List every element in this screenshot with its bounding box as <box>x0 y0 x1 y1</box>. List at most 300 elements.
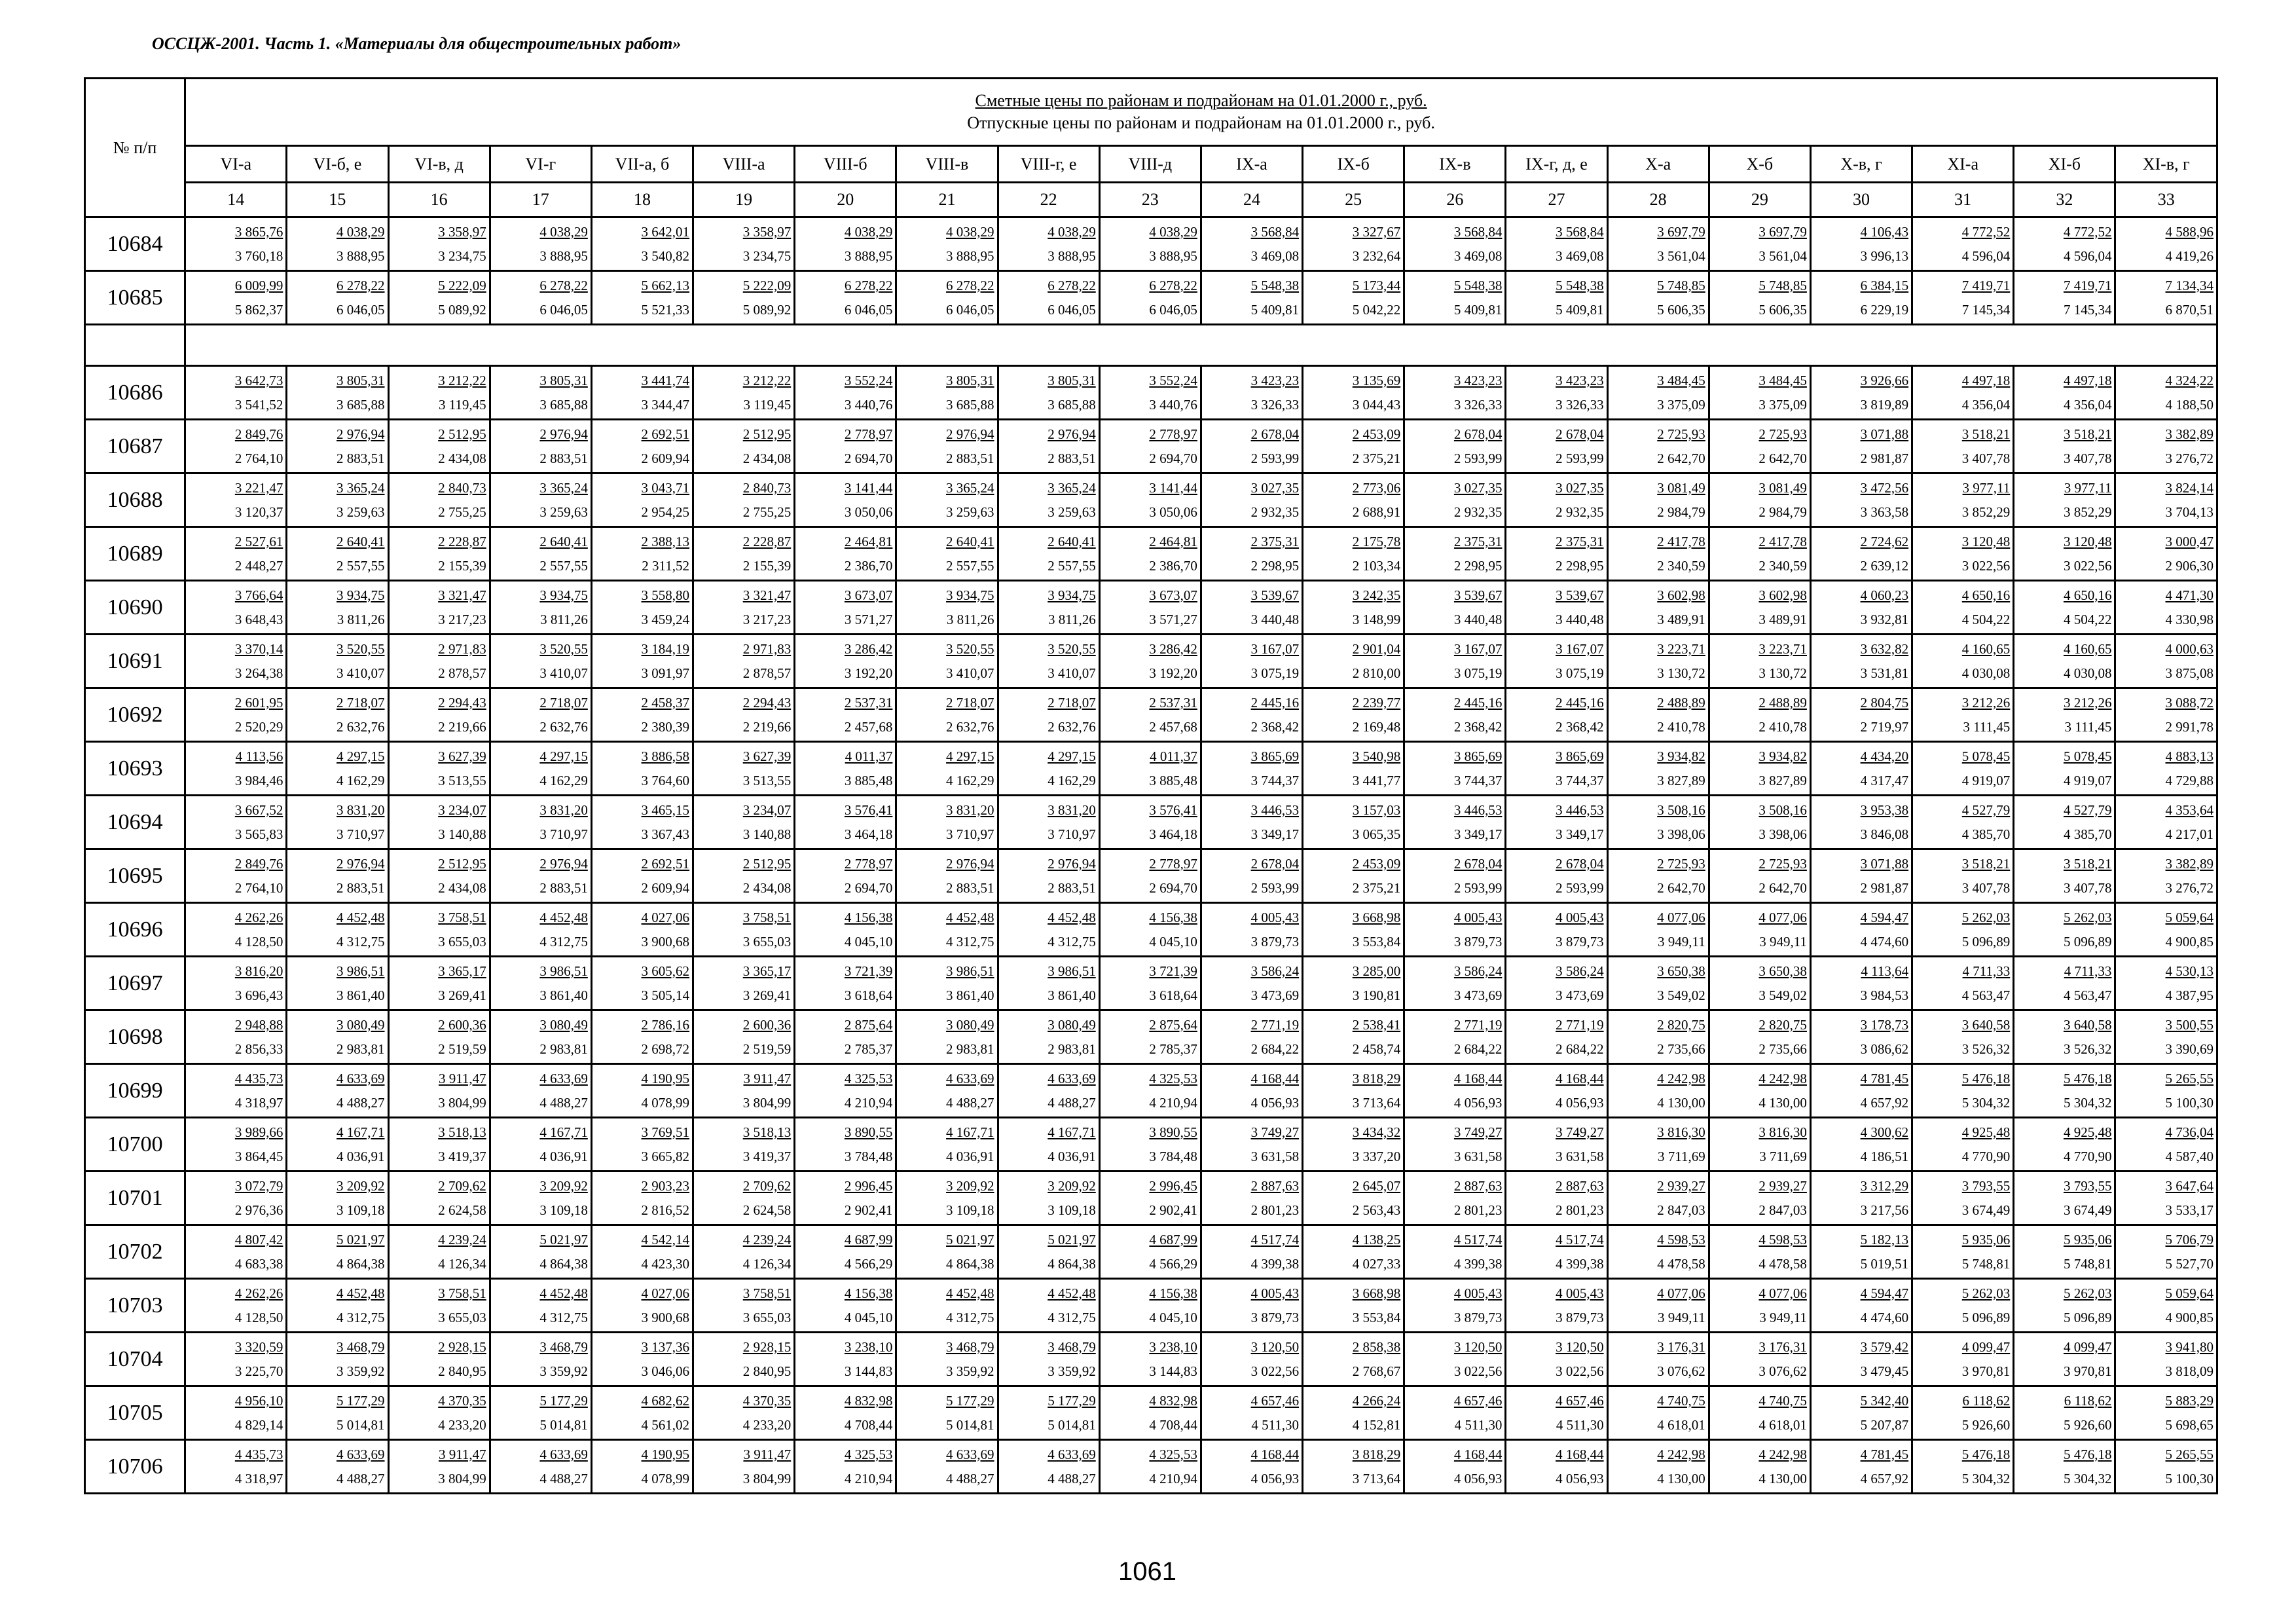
price-cell <box>2115 581 2217 635</box>
wholesale-price: 2 983,81 <box>1048 1041 1096 1057</box>
estimated-price: 2 488,89 <box>1657 694 1705 710</box>
estimated-price: 2 445,16 <box>1556 694 1604 710</box>
estimated-price: 3 212,22 <box>438 372 486 388</box>
price-cell <box>693 742 795 796</box>
estimated-price: 3 911,47 <box>438 1446 486 1462</box>
estimated-price: 3 072,79 <box>234 1177 283 1194</box>
price-cell <box>1709 1225 1810 1279</box>
estimated-price: 3 178,73 <box>1860 1016 1909 1033</box>
estimated-price: 3 667,52 <box>234 802 283 818</box>
column-header-region: VIII-в <box>896 146 998 183</box>
row-code: 10701 <box>85 1172 185 1225</box>
price-cell <box>693 1440 795 1494</box>
price-cell <box>795 217 896 271</box>
price-cell <box>1810 1225 1912 1279</box>
wholesale-price: 2 954,25 <box>641 504 690 520</box>
estimated-price: 3 758,51 <box>742 1285 792 1301</box>
wholesale-price: 4 126,34 <box>742 1255 792 1272</box>
price-cell <box>1506 849 1607 903</box>
wholesale-price: 2 557,55 <box>946 557 994 574</box>
wholesale-price: 3 111,45 <box>2064 718 2112 735</box>
price-cell <box>693 796 795 849</box>
wholesale-price: 3 631,58 <box>1250 1148 1300 1164</box>
wholesale-price: 2 632,76 <box>1048 718 1096 735</box>
estimated-price: 3 320,59 <box>234 1338 283 1355</box>
estimated-price: 4 038,29 <box>946 223 994 240</box>
price-cell <box>998 796 1099 849</box>
wholesale-price: 3 065,35 <box>1352 826 1401 842</box>
estimated-price: 3 441,74 <box>641 372 690 388</box>
table-title-estimated: Сметные цены по районам и подрайонам на 01.01.2000 г., руб. <box>975 91 1427 110</box>
price-cell <box>2014 366 2115 420</box>
price-cell <box>1303 1225 1404 1279</box>
wholesale-price: 3 259,63 <box>539 504 588 520</box>
estimated-price: 3 209,92 <box>946 1177 994 1194</box>
price-cell <box>388 271 490 325</box>
estimated-price: 2 445,16 <box>1453 694 1503 710</box>
estimated-price: 4 000,63 <box>2165 640 2214 657</box>
wholesale-price: 3 540,82 <box>641 248 690 264</box>
estimated-price: 3 285,00 <box>1352 963 1401 979</box>
column-header-region: VII-а, б <box>591 146 693 183</box>
price-cell <box>388 473 490 527</box>
price-cell <box>2014 271 2115 325</box>
estimated-price: 2 458,37 <box>641 694 690 710</box>
price-cell <box>591 796 693 849</box>
estimated-price: 3 423,23 <box>1556 372 1604 388</box>
estimated-price: 4 113,64 <box>1861 963 1909 979</box>
wholesale-price: 3 076,62 <box>1758 1363 1807 1379</box>
estimated-price: 2 512,95 <box>438 426 486 442</box>
wholesale-price: 3 140,88 <box>438 826 486 842</box>
price-cell <box>1709 271 1810 325</box>
price-cell <box>1506 796 1607 849</box>
estimated-price: 4 168,44 <box>1556 1446 1604 1462</box>
wholesale-price: 4 729,88 <box>2165 772 2214 788</box>
price-cell <box>2115 1440 2217 1494</box>
estimated-price: 2 996,45 <box>1149 1177 1197 1194</box>
price-cell <box>388 635 490 688</box>
wholesale-price: 4 488,27 <box>539 1470 588 1486</box>
wholesale-price: 3 949,11 <box>1759 933 1807 950</box>
wholesale-price: 3 410,07 <box>946 665 994 681</box>
table-title <box>185 79 2217 146</box>
estimated-price: 5 222,09 <box>438 277 486 293</box>
price-cell <box>1404 420 1506 473</box>
column-header-region: XI-в, г <box>2115 146 2217 183</box>
price-cell <box>1201 366 1302 420</box>
price-cell <box>287 957 388 1010</box>
estimated-price: 5 177,29 <box>337 1392 385 1409</box>
price-cell <box>1506 1333 1607 1386</box>
wholesale-price: 3 326,33 <box>1556 396 1604 413</box>
price-cell <box>1506 420 1607 473</box>
wholesale-price: 3 764,60 <box>641 772 690 788</box>
wholesale-price: 3 784,48 <box>1149 1148 1197 1164</box>
estimated-price: 3 120,50 <box>1556 1338 1604 1355</box>
wholesale-price: 4 504,22 <box>2063 611 2112 627</box>
column-number: 32 <box>2014 183 2115 217</box>
price-cell <box>490 420 591 473</box>
estimated-price: 4 711,33 <box>1962 963 2011 979</box>
estimated-price: 5 021,97 <box>337 1231 385 1247</box>
price-cell <box>1810 849 1912 903</box>
wholesale-price: 5 304,32 <box>2063 1470 2112 1486</box>
estimated-price: 3 986,51 <box>946 963 994 979</box>
wholesale-price: 2 448,27 <box>234 557 283 574</box>
wholesale-price: 2 984,79 <box>1657 504 1705 520</box>
price-cell <box>1607 903 1709 957</box>
price-cell <box>1201 1118 1302 1172</box>
price-cell <box>591 1225 693 1279</box>
wholesale-price: 3 276,72 <box>2165 450 2214 466</box>
wholesale-price: 5 096,89 <box>1961 933 2011 950</box>
estimated-price: 2 840,73 <box>742 479 792 496</box>
price-cell <box>591 420 693 473</box>
wholesale-price: 2 593,99 <box>1250 879 1300 896</box>
wholesale-price: 3 109,18 <box>946 1202 994 1218</box>
price-cell <box>1709 1010 1810 1064</box>
wholesale-price: 2 840,95 <box>742 1363 792 1379</box>
wholesale-price: 3 665,82 <box>641 1148 690 1164</box>
price-cell <box>1201 217 1302 271</box>
estimated-price: 3 805,31 <box>1048 372 1096 388</box>
price-cell <box>185 527 287 581</box>
estimated-price: 4 772,52 <box>1961 223 2011 240</box>
wholesale-price: 3 526,32 <box>2063 1041 2112 1057</box>
price-cell <box>795 903 896 957</box>
estimated-price: 3 484,45 <box>1758 372 1807 388</box>
wholesale-price: 3 984,46 <box>234 772 283 788</box>
wholesale-price: 2 983,81 <box>946 1041 994 1057</box>
price-cell <box>1506 1279 1607 1333</box>
price-cell <box>1810 1279 1912 1333</box>
estimated-price: 4 300,62 <box>1860 1124 1909 1140</box>
estimated-price: 4 325,53 <box>1149 1070 1197 1086</box>
wholesale-price: 2 698,72 <box>641 1041 690 1057</box>
wholesale-price: 4 919,07 <box>2063 772 2112 788</box>
price-cell <box>1506 1118 1607 1172</box>
separator-row <box>85 325 2217 366</box>
price-cell <box>1912 366 2014 420</box>
table-row <box>85 796 2217 849</box>
wholesale-price: 5 748,81 <box>1961 1255 2011 1272</box>
wholesale-price: 4 210,94 <box>1149 1094 1197 1111</box>
estimated-price: 6 118,62 <box>1962 1392 2011 1409</box>
wholesale-price: 2 883,51 <box>1048 879 1096 896</box>
price-cell <box>896 688 998 742</box>
estimated-price: 3 518,21 <box>2063 426 2112 442</box>
price-cell <box>1709 1440 1810 1494</box>
price-cell <box>795 1279 896 1333</box>
wholesale-price: 4 210,94 <box>1149 1470 1197 1486</box>
estimated-price: 4 594,47 <box>1860 1285 1909 1301</box>
row-code: 10698 <box>85 1010 185 1064</box>
estimated-price: 4 711,33 <box>2064 963 2112 979</box>
wholesale-price: 3 398,06 <box>1758 826 1807 842</box>
column-number: 14 <box>185 183 287 217</box>
wholesale-price: 3 879,73 <box>1250 1309 1300 1325</box>
estimated-price: 2 948,88 <box>234 1016 283 1033</box>
wholesale-price: 4 186,51 <box>1860 1148 1909 1164</box>
price-cell <box>1607 957 1709 1010</box>
price-cell <box>795 1225 896 1279</box>
price-cell <box>998 473 1099 527</box>
price-cell <box>998 957 1099 1010</box>
estimated-price: 3 934,82 <box>1758 748 1807 764</box>
estimated-price: 3 540,98 <box>1352 748 1401 764</box>
estimated-price: 2 239,77 <box>1352 694 1401 710</box>
wholesale-price: 4 864,38 <box>946 1255 994 1272</box>
wholesale-price: 3 655,03 <box>438 1309 486 1325</box>
price-cell <box>1201 742 1302 796</box>
estimated-price: 3 602,98 <box>1758 587 1807 603</box>
wholesale-price: 3 473,69 <box>1453 987 1503 1003</box>
price-cell <box>1404 903 1506 957</box>
estimated-price: 2 527,61 <box>234 533 283 549</box>
estimated-price: 4 452,48 <box>539 909 588 925</box>
wholesale-price: 2 847,03 <box>1758 1202 1807 1218</box>
price-cell <box>490 957 591 1010</box>
estimated-price: 3 518,21 <box>1961 426 2011 442</box>
estimated-price: 5 935,06 <box>2063 1231 2112 1247</box>
column-header-region: IX-а <box>1201 146 1302 183</box>
price-cell <box>2115 1386 2217 1440</box>
wholesale-price: 5 014,81 <box>1048 1416 1096 1433</box>
wholesale-price: 2 983,81 <box>337 1041 385 1057</box>
price-cell <box>1912 420 2014 473</box>
price-cell <box>490 217 591 271</box>
price-cell <box>1201 957 1302 1010</box>
estimated-price: 2 773,06 <box>1352 479 1401 496</box>
price-cell <box>1404 635 1506 688</box>
wholesale-price: 4 210,94 <box>844 1470 893 1486</box>
wholesale-price: 2 219,66 <box>438 718 486 735</box>
estimated-price: 2 887,63 <box>1453 1177 1503 1194</box>
estimated-price: 4 517,74 <box>1453 1231 1503 1247</box>
estimated-price: 3 468,79 <box>946 1338 994 1355</box>
price-cell <box>795 366 896 420</box>
price-cell <box>2115 1172 2217 1225</box>
table-row <box>85 1440 2217 1494</box>
estimated-price: 3 365,24 <box>946 479 994 496</box>
estimated-price: 4 772,52 <box>2063 223 2112 240</box>
price-cell <box>1303 1440 1404 1494</box>
column-header-region: XI-б <box>2014 146 2115 183</box>
column-header-region: VI-а <box>185 146 287 183</box>
wholesale-price: 4 385,70 <box>1961 826 2011 842</box>
wholesale-price: 3 459,24 <box>641 611 690 627</box>
estimated-price: 2 678,04 <box>1250 426 1300 442</box>
wholesale-price: 3 232,64 <box>1352 248 1401 264</box>
wholesale-price: 3 713,64 <box>1352 1094 1401 1111</box>
estimated-price: 3 890,55 <box>1149 1124 1197 1140</box>
price-cell <box>1810 796 1912 849</box>
table-row <box>85 1386 2217 1440</box>
estimated-price: 3 758,51 <box>438 1285 486 1301</box>
estimated-price: 5 883,29 <box>2165 1392 2214 1409</box>
price-cell <box>2014 581 2115 635</box>
estimated-price: 4 594,47 <box>1860 909 1909 925</box>
price-cell <box>2014 420 2115 473</box>
wholesale-price: 3 375,09 <box>1657 396 1705 413</box>
wholesale-price: 3 885,48 <box>1149 772 1197 788</box>
price-cell <box>2115 796 2217 849</box>
price-cell <box>185 1440 287 1494</box>
price-cell <box>998 1440 1099 1494</box>
wholesale-price: 4 504,22 <box>1961 611 2011 627</box>
estimated-price: 4 956,10 <box>234 1392 283 1409</box>
wholesale-price: 2 311,52 <box>642 557 690 574</box>
estimated-price: 3 080,49 <box>1048 1016 1096 1033</box>
wholesale-price: 4 864,38 <box>337 1255 385 1272</box>
price-cell <box>591 957 693 1010</box>
wholesale-price: 3 970,81 <box>1961 1363 2011 1379</box>
price-cell <box>1201 473 1302 527</box>
price-cell <box>591 217 693 271</box>
price-cell <box>693 1279 795 1333</box>
price-cell <box>1607 1172 1709 1225</box>
wholesale-price: 2 883,51 <box>1048 450 1096 466</box>
wholesale-price: 4 356,04 <box>2063 396 2112 413</box>
estimated-price: 3 286,42 <box>844 640 893 657</box>
estimated-price: 3 766,64 <box>234 587 283 603</box>
estimated-price: 3 824,14 <box>2165 479 2214 496</box>
wholesale-price: 4 312,75 <box>946 1309 994 1325</box>
wholesale-price: 3 410,07 <box>539 665 588 681</box>
price-cell <box>591 581 693 635</box>
estimated-price: 5 177,29 <box>539 1392 588 1409</box>
price-cell <box>388 903 490 957</box>
estimated-price: 4 781,45 <box>1860 1070 1909 1086</box>
wholesale-price: 3 464,18 <box>844 826 893 842</box>
price-cell <box>1912 473 2014 527</box>
price-cell <box>1912 1440 2014 1494</box>
table-row <box>85 473 2217 527</box>
wholesale-price: 4 162,29 <box>539 772 588 788</box>
price-cell <box>287 1440 388 1494</box>
estimated-price: 2 537,31 <box>844 694 893 710</box>
wholesale-price: 5 096,89 <box>2063 1309 2112 1325</box>
table-row <box>85 217 2217 271</box>
estimated-price: 3 423,23 <box>1250 372 1300 388</box>
price-cell <box>2115 1333 2217 1386</box>
price-cell <box>1709 1333 1810 1386</box>
column-header-npp: № п/п <box>85 79 185 217</box>
price-cell <box>795 1386 896 1440</box>
price-cell <box>388 1386 490 1440</box>
price-cell <box>185 473 287 527</box>
row-code: 10690 <box>85 581 185 635</box>
price-cell <box>490 849 591 903</box>
row-code: 10686 <box>85 366 185 420</box>
wholesale-price: 2 694,70 <box>844 450 893 466</box>
row-code: 10705 <box>85 1386 185 1440</box>
wholesale-price: 3 225,70 <box>234 1363 283 1379</box>
estimated-price: 3 365,17 <box>438 963 486 979</box>
price-cell <box>998 1172 1099 1225</box>
estimated-price: 3 890,55 <box>844 1124 893 1140</box>
estimated-price: 2 678,04 <box>1453 426 1503 442</box>
table-row <box>85 1279 2217 1333</box>
price-cell <box>1506 635 1607 688</box>
price-cell <box>896 849 998 903</box>
estimated-price: 3 749,27 <box>1453 1124 1503 1140</box>
price-cell <box>1303 1172 1404 1225</box>
wholesale-price: 3 571,27 <box>1149 611 1197 627</box>
estimated-price: 2 971,83 <box>742 640 792 657</box>
wholesale-price: 4 162,29 <box>946 772 994 788</box>
wholesale-price: 5 100,30 <box>2165 1094 2214 1111</box>
estimated-price: 3 080,49 <box>539 1016 588 1033</box>
price-cell <box>287 1279 388 1333</box>
price-cell <box>795 1010 896 1064</box>
price-cell <box>1607 796 1709 849</box>
wholesale-price: 5 304,32 <box>1961 1094 2011 1111</box>
estimated-price: 3 027,35 <box>1250 479 1300 496</box>
price-cell <box>185 1064 287 1118</box>
estimated-price: 3 465,15 <box>641 802 690 818</box>
price-cell <box>1810 903 1912 957</box>
estimated-price: 3 552,24 <box>1149 372 1197 388</box>
wholesale-price: 2 386,70 <box>1149 557 1197 574</box>
wholesale-price: 2 976,36 <box>234 1202 283 1218</box>
wholesale-price: 5 207,87 <box>1860 1416 1909 1433</box>
estimated-price: 3 749,27 <box>1556 1124 1604 1140</box>
estimated-price: 4 038,29 <box>539 223 588 240</box>
estimated-price: 2 453,09 <box>1352 426 1401 442</box>
wholesale-price: 5 409,81 <box>1250 301 1300 318</box>
estimated-price: 4 168,44 <box>1453 1070 1503 1086</box>
estimated-price: 3 212,26 <box>1961 694 2011 710</box>
price-cell <box>2115 217 2217 271</box>
wholesale-price: 2 520,29 <box>234 718 283 735</box>
estimated-price: 3 120,48 <box>1961 533 2011 549</box>
table-row <box>85 420 2217 473</box>
price-cell <box>693 903 795 957</box>
wholesale-price: 2 593,99 <box>1556 879 1604 896</box>
wholesale-price: 3 861,40 <box>946 987 994 1003</box>
wholesale-price: 3 804,99 <box>438 1470 486 1486</box>
wholesale-price: 3 655,03 <box>438 933 486 950</box>
wholesale-price: 2 557,55 <box>1048 557 1096 574</box>
column-header-row <box>85 146 2217 183</box>
price-cell <box>998 742 1099 796</box>
wholesale-price: 4 566,29 <box>844 1255 893 1272</box>
estimated-price: 3 382,89 <box>2165 855 2214 872</box>
wholesale-price: 3 109,18 <box>1048 1202 1096 1218</box>
estimated-price: 4 517,74 <box>1250 1231 1300 1247</box>
wholesale-price: 3 479,45 <box>1860 1363 1909 1379</box>
price-cell <box>185 581 287 635</box>
price-cell <box>1506 217 1607 271</box>
estimated-price: 4 239,24 <box>742 1231 792 1247</box>
price-cell <box>1810 473 1912 527</box>
estimated-price: 4 435,73 <box>234 1070 283 1086</box>
price-cell <box>1303 1010 1404 1064</box>
wholesale-price: 5 606,35 <box>1657 301 1705 318</box>
price-cell <box>1709 635 1810 688</box>
estimated-price: 5 265,55 <box>2165 1070 2214 1086</box>
wholesale-price: 2 169,48 <box>1352 718 1401 735</box>
wholesale-price: 2 719,97 <box>1860 718 1909 735</box>
price-cell <box>1201 1386 1302 1440</box>
estimated-price: 3 518,13 <box>742 1124 792 1140</box>
estimated-price: 3 027,35 <box>1556 479 1604 496</box>
price-cell <box>1810 1118 1912 1172</box>
price-cell <box>1404 473 1506 527</box>
price-cell <box>388 849 490 903</box>
